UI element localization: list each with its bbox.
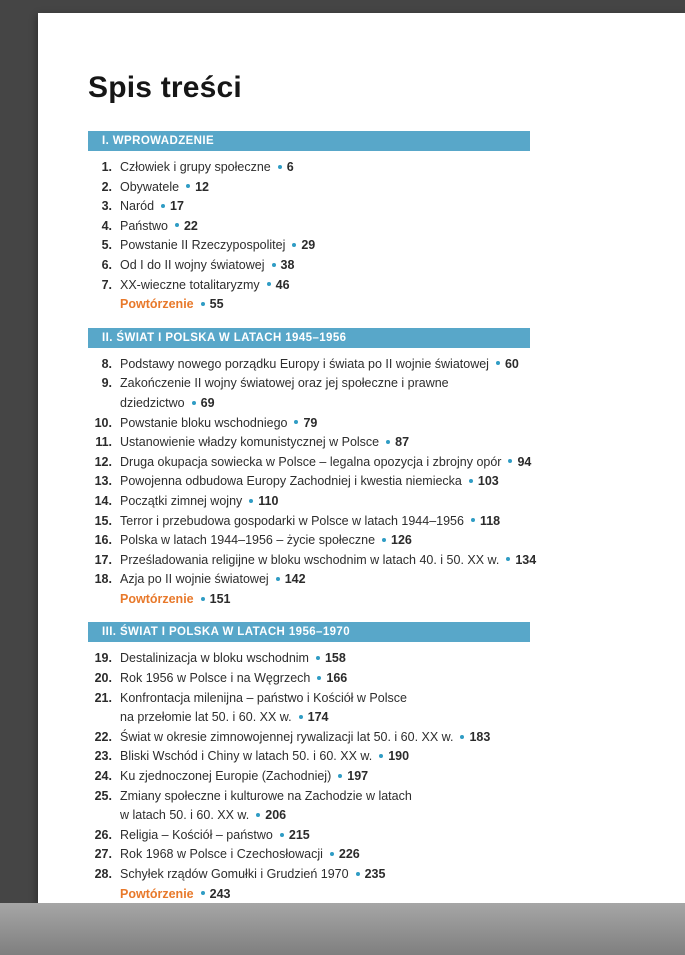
toc-entry — [88, 512, 645, 532]
entry-page-number: 103 — [477, 474, 499, 489]
page-bullet-icon — [192, 401, 196, 405]
section-header-bar: II. ŚWIAT I POLSKA W LATACH 1945–1956 — [88, 328, 530, 348]
page-bullet-icon — [356, 872, 360, 876]
entry-page-number: 197 — [347, 769, 369, 784]
page-bullet-icon — [469, 479, 473, 483]
toc-entry — [88, 669, 645, 689]
entry-number: 15. — [94, 513, 112, 528]
page-bullet-icon — [201, 302, 205, 306]
entry-page-number: 151 — [209, 591, 231, 606]
toc-entry — [88, 433, 645, 453]
entry-text: Naród 17 — [120, 199, 184, 214]
toc-entry — [88, 472, 645, 492]
entry-page-number: 235 — [364, 867, 386, 881]
entry-page-number: 46 — [275, 277, 290, 292]
page-bullet-icon — [201, 597, 205, 601]
toc-entry — [88, 492, 645, 512]
entry-page-number: 243 — [209, 886, 231, 901]
entry-page-number: 38 — [280, 257, 295, 272]
toc-entry — [88, 178, 645, 198]
entry-number: 20. — [94, 671, 112, 686]
entry-text: w latach 50. i 60. XX w. 206 — [120, 808, 287, 823]
toc-entry — [88, 453, 645, 473]
entry-text: Bliski Wschód i Chiny w latach 50. i 60. XX w. 190 — [120, 749, 410, 764]
page-bullet-icon — [508, 459, 512, 463]
entry-page-number: 110 — [258, 493, 279, 508]
entry-page-number: 17 — [170, 199, 184, 214]
entry-page-number: 134 — [515, 552, 537, 567]
entry-number: 22. — [94, 729, 112, 744]
entry-text: Początki zimnej wojny 110 — [120, 493, 279, 508]
toc-entry — [88, 767, 645, 787]
entry-number: 25. — [94, 788, 112, 803]
entry-number: 14. — [94, 493, 112, 508]
entry-number: 24. — [94, 769, 112, 784]
page-bullet-icon — [506, 557, 510, 561]
toc-entry — [88, 256, 645, 276]
entry-page-number: 6 — [286, 160, 294, 174]
entry-text: Rok 1956 w Polsce i na Węgrzech 166 — [120, 671, 348, 686]
entry-page-number: 206 — [265, 808, 287, 823]
toc-entry — [88, 689, 645, 728]
entry-number: 27. — [94, 847, 112, 862]
entry-text: XX-wieczne totalitaryzmy 46 — [120, 277, 290, 292]
toc-entry — [88, 865, 645, 885]
entry-text: Powojenna odbudowa Europy Zachodniej i kwestia niemiecka 103 — [120, 474, 499, 489]
entry-text: Destalinizacja w bloku wschodnim 158 — [120, 651, 346, 666]
entry-number: 9. — [101, 376, 112, 391]
toc-entry — [88, 826, 645, 846]
entry-page-number: 183 — [469, 729, 491, 744]
page-bullet-icon — [316, 656, 320, 660]
entry-page-number: 22 — [183, 218, 198, 233]
entry-text: Świat w okresie zimnowojennej rywalizacji lat 50. i 60. XX w. 183 — [120, 729, 491, 744]
entry-page-number: 60 — [504, 356, 519, 371]
entry-text: Od I do II wojny światowej 38 — [120, 257, 295, 272]
entry-page-number: 69 — [200, 395, 215, 410]
page-bullet-icon — [496, 361, 500, 365]
entry-number: 10. — [94, 415, 112, 430]
toc-entry — [88, 570, 645, 590]
page-bullet-icon — [317, 676, 321, 680]
entry-text: Podstawy nowego porządku Europy i świata po II wojnie światowej 60 — [120, 356, 519, 371]
entry-text: Powstanie bloku wschodniego 79 — [120, 415, 318, 430]
page-bullet-icon — [249, 499, 253, 503]
page-bullet-icon — [272, 263, 276, 267]
entry-text: Konfrontacja milenijna – państwo i Kościół w Polsce — [120, 690, 407, 705]
page-bullet-icon — [471, 518, 475, 522]
page-bullet-icon — [460, 735, 464, 739]
entry-text: Człowiek i grupy społeczne 6 — [120, 160, 294, 174]
page-bullet-icon — [201, 891, 205, 895]
page-bullet-icon — [379, 754, 383, 758]
entry-number: 18. — [94, 572, 112, 587]
entry-text: Terror i przebudowa gospodarki w Polsce w latach 1944–1956 118 — [120, 513, 501, 528]
toc-entry — [88, 787, 645, 826]
entry-page-number: 87 — [395, 435, 410, 450]
review-label: Powtórzenie — [120, 297, 194, 312]
page-bullet-icon — [338, 774, 342, 778]
entry-number: 12. — [94, 454, 112, 469]
toc-section — [88, 131, 645, 315]
entry-text: Państwo 22 — [120, 218, 198, 233]
entry-page-number: 215 — [288, 827, 310, 842]
entry-number: 4. — [101, 218, 112, 233]
page-bullet-icon — [330, 852, 334, 856]
entry-number: 19. — [94, 651, 112, 666]
entry-number: 13. — [94, 474, 112, 489]
toc-entry — [88, 551, 645, 571]
entry-text: Ku zjednoczonej Europie (Zachodniej) 197 — [120, 769, 369, 784]
toc-entry — [88, 747, 645, 767]
entry-text: Ustanowienie władzy komunistycznej w Polsce 87 — [120, 435, 410, 450]
review-entry — [88, 885, 645, 905]
desk-background — [0, 903, 685, 955]
entry-text: Religia – Kościół – państwo 215 — [120, 827, 310, 842]
toc-entry — [88, 728, 645, 748]
entry-page-number: 190 — [388, 749, 410, 764]
page-bullet-icon — [175, 223, 179, 227]
toc-entry — [88, 414, 645, 434]
entry-number: 11. — [95, 435, 112, 450]
entry-number: 26. — [94, 827, 112, 842]
section-header-bar: III. ŚWIAT I POLSKA W LATACH 1956–1970 — [88, 622, 530, 642]
page-title: Spis treści — [88, 71, 242, 104]
entry-page-number: 55 — [209, 297, 224, 312]
entry-text: Zmiany społeczne i kulturowe na Zachodzie w latach — [120, 788, 412, 803]
review-label: Powtórzenie — [120, 591, 194, 606]
entry-number: 8. — [101, 356, 112, 371]
page-bullet-icon — [278, 165, 282, 169]
entry-page-number: 12 — [195, 179, 209, 194]
section-header-bar: I. WPROWADZENIE — [88, 131, 530, 151]
entry-page-number: 142 — [284, 572, 306, 587]
entry-text: na przełomie lat 50. i 60. XX w. 174 — [120, 710, 329, 725]
entry-text: Schyłek rządów Gomułki i Grudzień 1970 235 — [120, 867, 386, 881]
book-page — [38, 13, 685, 903]
entry-number: 5. — [101, 238, 112, 253]
entry-number: 6. — [101, 257, 112, 272]
entry-text: Rok 1968 w Polsce i Czechosłowacji 226 — [120, 847, 360, 862]
entry-text: Obywatele 12 — [120, 179, 209, 194]
page-bullet-icon — [280, 833, 284, 837]
entry-page-number: 126 — [391, 533, 412, 548]
toc-entry — [88, 531, 645, 551]
entry-page-number: 94 — [517, 454, 532, 469]
entry-text: dziedzictwo 69 — [120, 395, 215, 410]
entry-text: Polska w latach 1944–1956 – życie społeczne 126 — [120, 533, 412, 548]
toc-entry — [88, 236, 645, 256]
entry-number: 1. — [101, 160, 112, 174]
entry-number: 28. — [94, 867, 112, 881]
entry-page-number: 158 — [324, 651, 346, 666]
page-bullet-icon — [294, 420, 298, 424]
toc-entry — [88, 217, 645, 237]
page-bullet-icon — [267, 282, 271, 286]
entry-page-number: 174 — [307, 710, 329, 725]
page-bullet-icon — [386, 440, 390, 444]
entry-page-number: 226 — [338, 847, 360, 862]
review-entry — [88, 590, 645, 610]
entry-text: Zakończenie II wojny światowej oraz jej społeczne i prawne — [120, 376, 449, 391]
entry-page-number: 118 — [479, 513, 501, 528]
entry-number: 3. — [101, 199, 112, 214]
entry-number: 7. — [101, 277, 112, 292]
entry-number: 21. — [94, 690, 112, 705]
toc-entry — [88, 845, 645, 865]
page-bullet-icon — [299, 715, 303, 719]
toc-sections — [88, 131, 645, 904]
toc-entry — [88, 649, 645, 669]
page-bullet-icon — [256, 813, 260, 817]
toc-section — [88, 328, 645, 610]
toc-entry — [88, 197, 645, 217]
toc-entry — [88, 158, 645, 178]
review-label: Powtórzenie — [120, 886, 194, 901]
toc-entry — [88, 355, 645, 375]
entry-text: Prześladowania religijne w bloku wschodnim w latach 40. i 50. XX w. 134 — [120, 552, 537, 567]
toc-entry — [88, 374, 645, 413]
entry-number: 16. — [94, 533, 112, 548]
page-bullet-icon — [186, 184, 190, 188]
entry-text: Powstanie II Rzeczypospolitej 29 — [120, 238, 316, 253]
page-bullet-icon — [292, 243, 296, 247]
entry-text: Azja po II wojnie światowej 142 — [120, 572, 306, 587]
page-bullet-icon — [161, 204, 165, 208]
page-bullet-icon — [382, 538, 386, 542]
entry-number: 2. — [101, 179, 112, 194]
entry-page-number: 79 — [303, 415, 318, 430]
page-bullet-icon — [276, 577, 280, 581]
entry-page-number: 166 — [326, 671, 348, 686]
toc-entry — [88, 276, 645, 296]
entry-number: 23. — [94, 749, 112, 764]
entry-number: 17. — [94, 552, 112, 567]
review-entry — [88, 295, 645, 315]
entry-page-number: 29 — [301, 238, 316, 253]
entry-text: Druga okupacja sowiecka w Polsce – legalna opozycja i zbrojny opór 94 — [120, 454, 532, 469]
toc-section — [88, 622, 645, 904]
